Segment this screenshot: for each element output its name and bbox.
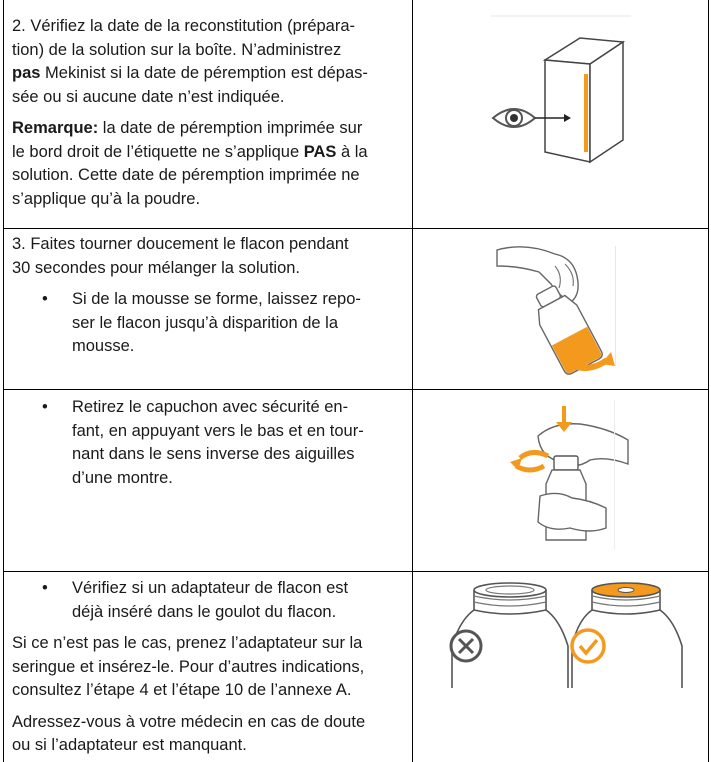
bullet-marker: •: [42, 398, 48, 416]
row-border-top-2: [3, 228, 709, 229]
bullet-line: déjà inséré dans le goulot du flacon.: [72, 602, 337, 621]
flask-swirl-illustration: [495, 236, 625, 381]
bullet-item: [12, 577, 408, 624]
text-line: 30 secondes pour mélanger la solution.: [12, 258, 301, 277]
bullet-line: nant dans le sens inverse des aiguilles: [72, 445, 355, 463]
emphasis: PAS: [303, 142, 337, 161]
text-line: tion) de la solution sur la boîte. N’administrez: [12, 40, 342, 59]
text-line: sée ou si aucune date n’est indiquée.: [12, 87, 285, 106]
text-line: 2. Vérifiez la date de la reconstitution (prépara-: [12, 17, 356, 35]
bottle-comparison-illustration: [440, 580, 690, 690]
bullet-item: [12, 396, 408, 490]
bullet-line: Retirez le capuchon avec sécurité en-: [72, 398, 349, 416]
row-2-text: [12, 15, 408, 211]
text-line: 3. Faites tourner doucement le flacon pendant: [12, 235, 349, 253]
table-right-border: [708, 0, 709, 762]
cap-removal-illustration: [510, 400, 635, 550]
bullet-item: [12, 288, 408, 359]
text-line: Si ce n’est pas le cas, prenez l’adaptateur sur la: [12, 634, 363, 652]
note-line: Remarque: la date de péremption imprimée sur: [12, 119, 363, 137]
check-icon: [572, 630, 604, 662]
eye-icon: [493, 109, 535, 127]
bullet-line: fant, en appuyant vers le bas et en tour-: [72, 421, 364, 440]
row-5-text: [12, 577, 408, 758]
bullet-line: ser le flacon jusqu’à disparition de la: [72, 313, 338, 332]
bullet-line: mousse.: [72, 337, 135, 355]
note-line: s’applique qu’à la poudre.: [12, 189, 201, 208]
text-line: seringue et insérez-le. Pour d’autres indications,: [12, 657, 365, 676]
bullet-line: Vérifiez si un adaptateur de flacon est: [72, 579, 349, 597]
text-line: consultez l’étape 4 et l’étape 10 de l’annexe A.: [12, 681, 352, 699]
note-line: solution. Cette date de péremption imprimée ne: [12, 166, 360, 184]
row-border-top-4: [3, 571, 709, 572]
row-border-top-3: [3, 389, 709, 390]
emphasis: pas: [12, 64, 41, 82]
note-label: Remarque:: [12, 119, 99, 137]
table-left-border: [3, 0, 4, 762]
text-line: Adressez-vous à votre médecin en cas de doute: [12, 712, 366, 731]
row-3-text: [12, 233, 408, 359]
text-line: pas Mekinist si la date de péremption est dépas-: [12, 64, 368, 82]
text-line: ou si l’adaptateur est manquant.: [12, 736, 247, 754]
bullet-line: Si de la mousse se forme, laissez repo-: [72, 290, 361, 308]
bullet-marker: •: [42, 579, 48, 597]
box-illustration: [485, 12, 635, 172]
column-divider: [412, 0, 413, 762]
row-4-text: [12, 396, 408, 490]
cross-icon: [451, 631, 481, 661]
bullet-marker: •: [42, 290, 48, 308]
note-line: le bord droit de l’étiquette ne s’applique PAS à la: [12, 142, 368, 161]
bullet-line: d’une montre.: [72, 468, 173, 487]
